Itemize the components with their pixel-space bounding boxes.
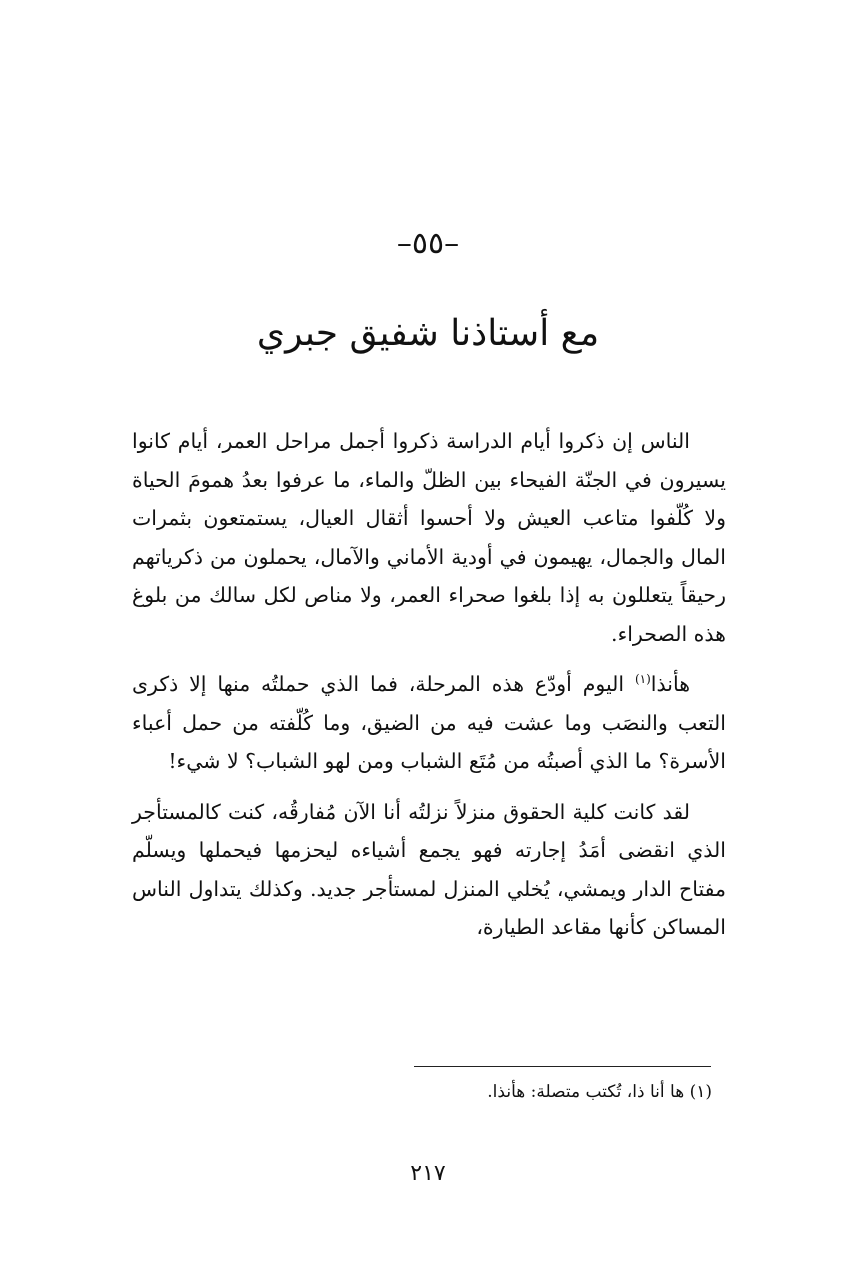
- footnote-reference: (١): [634, 672, 651, 687]
- paragraph-3: لقد كانت كلية الحقوق منزلاً نزلتُه أنا الآن مُفارقُه، كنت كالمستأجر الذي انقضى أمَدُ إجارته فهو يجمع أشياءه ليحزمها فيحملها ويسلّم مفتاح الدار ويمشي، يُخلي المنزل لمستأجر جديد. وكذلك يتداول الناس المساكن كأنها مقاعد الطيارة،: [132, 799, 726, 939]
- footnote-divider: [414, 1066, 711, 1067]
- body-text: [132, 422, 726, 959]
- chapter-number: –٥٥–: [396, 226, 460, 261]
- paragraph-1: الناس إن ذكروا أيام الدراسة ذكروا أجمل مراحل العمر، أيام كانوا يسيرون في الجنّة الفيحاء بين الظلّ والماء، ما عرفوا بعدُ همومَ الحياة ولا كُلّفوا متاعب العيش ولا أحسوا أثقال العيال، يستمتعون بثمرات المال والجمال، يهيمون في أودية الأماني والآمال، يحملون من ذكرياتهم رحيقاً يتعللون به إذا بلغوا صحراء العمر، ولا مناص لكل سالك من بلوغ هذه الصحراء.: [132, 429, 726, 646]
- chapter-title: مع أستاذنا شفيق جبري: [256, 313, 600, 354]
- paragraph-2-start: هأنذا: [650, 672, 690, 696]
- paragraph-2: [132, 665, 726, 781]
- paragraph-2-rest: اليوم أودّع هذه المرحلة، فما الذي حملتُه منها إلا ذكرى التعب والنصَب وما عشت فيه من الضيق، وما كُلّفته من حمل أعباء الأسرة؟ ما الذي أصبتُه من مُتَع الشباب ومن لهو الشباب؟ لا شيء!: [132, 672, 726, 773]
- footnote: (١) ها أنا ذا، تُكتب متصلة: هأنذا.: [487, 1082, 712, 1102]
- page-number: ٢١٧: [410, 1161, 446, 1186]
